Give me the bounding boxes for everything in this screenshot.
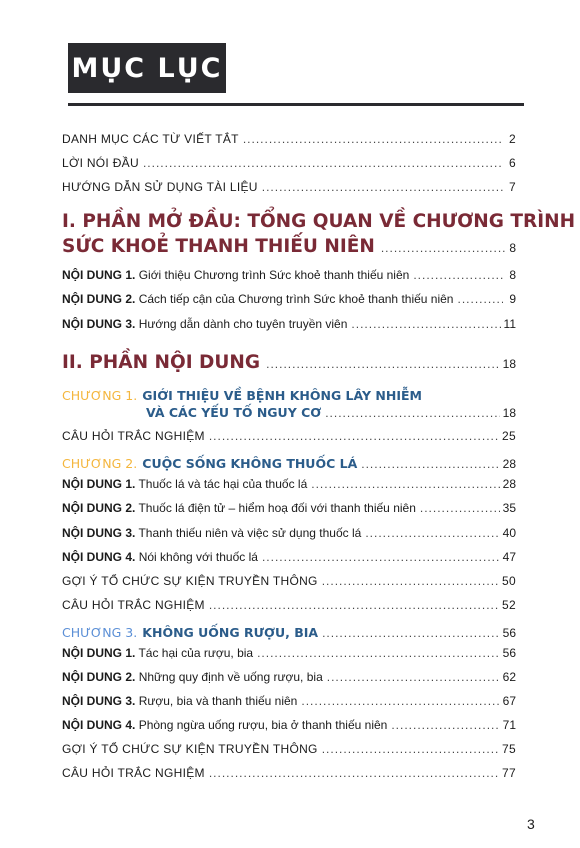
page-ref: 56 [502, 646, 516, 660]
toc-title-box [68, 43, 226, 93]
toc-entry[interactable]: NỘI DUNG 3. Hướng dẫn dành cho tuyên truyền viên ..... 11 [62, 317, 516, 331]
page-ref: 77 [502, 766, 516, 780]
toc-entry[interactable]: NỘI DUNG 4. Nói không với thuốc lá ..... 47 [62, 550, 516, 564]
dot-leader [143, 156, 503, 170]
dot-leader [209, 766, 499, 780]
chapter-3-heading[interactable]: CHƯƠNG 3. KHÔNG UỐNG RƯỢU, BIA ..... 56 [62, 622, 516, 641]
page-ref: 35 [502, 501, 516, 515]
page-ref: 28 [502, 477, 516, 491]
page-ref: 50 [502, 574, 516, 588]
page-ref: 18 [502, 357, 516, 371]
dot-leader [351, 317, 500, 331]
toc-entry[interactable]: LỜI NÓI ĐẦU ..... 6 [62, 156, 516, 170]
dot-leader [322, 742, 499, 756]
page-ref: 52 [502, 598, 516, 612]
title-divider [68, 103, 524, 106]
page-ref: 25 [502, 429, 516, 443]
toc-entry[interactable]: DANH MỤC CÁC TỪ VIẾT TẮT ..... 2 [62, 132, 516, 146]
dot-leader [327, 670, 500, 684]
page-ref: 71 [502, 718, 516, 732]
toc-entry[interactable]: HƯỚNG DẪN SỬ DỤNG TÀI LIỆU ..... 7 [62, 180, 516, 194]
dot-leader [420, 501, 500, 515]
page-ref: 9 [509, 292, 516, 306]
dot-leader [257, 646, 500, 660]
part-1-heading[interactable]: I. PHẦN MỞ ĐẦU: TỔNG QUAN VỀ CHƯƠNG TRÌNH [62, 211, 576, 232]
page-ref: 75 [502, 742, 516, 756]
dot-leader [243, 132, 503, 146]
page-number: 3 [527, 816, 535, 832]
page-ref: 6 [509, 156, 516, 170]
page-ref: 47 [502, 550, 516, 564]
dot-leader [391, 718, 499, 732]
page-ref: 7 [509, 180, 516, 194]
toc-entry[interactable]: CÂU HỎI TRẮC NGHIỆM ..... 52 [62, 598, 516, 612]
toc-entry[interactable]: GỢI Ý TỔ CHỨC SỰ KIỆN TRUYỀN THÔNG ..... 50 [62, 574, 516, 588]
page-ref: 18 [502, 406, 516, 420]
dot-leader [322, 626, 500, 640]
dot-leader [311, 477, 499, 491]
dot-leader [457, 292, 503, 306]
page-ref: 8 [509, 241, 516, 255]
chapter-1-heading[interactable]: CHƯƠNG 1. GIỚI THIỆU VỀ BỆNH KHÔNG LÂY NHIỄM [62, 388, 422, 403]
toc-entry[interactable]: NỘI DUNG 2. Những quy định về uống rượu, bia ..... 62 [62, 670, 516, 684]
dot-leader [209, 598, 499, 612]
page-ref: 11 [503, 317, 516, 331]
dot-leader [262, 550, 500, 564]
toc-entry[interactable]: NỘI DUNG 1. Giới thiệu Chương trình Sức khoẻ thanh thiếu niên ..... 8 [62, 268, 516, 282]
page-ref: 62 [502, 670, 516, 684]
page-ref: 8 [509, 268, 516, 282]
chapter-2-heading[interactable]: CHƯƠNG 2. CUỘC SỐNG KHÔNG THUỐC LÁ ..... 28 [62, 453, 516, 472]
dot-leader [322, 574, 499, 588]
dot-leader [301, 694, 499, 708]
dot-leader [262, 180, 503, 194]
part-2-heading[interactable]: II. PHẦN NỘI DUNG ..... 18 [62, 352, 516, 373]
toc-entry[interactable]: CÂU HỎI TRẮC NGHIỆM ..... 77 [62, 766, 516, 780]
dot-leader [361, 457, 499, 471]
dot-leader [381, 241, 506, 255]
toc-entry[interactable]: NỘI DUNG 2. Cách tiếp cận của Chương trình Sức khoẻ thanh thiếu niên ..... 9 [62, 292, 516, 306]
toc-entry[interactable]: NỘI DUNG 1. Thuốc lá và tác hại của thuốc lá ..... 28 [62, 477, 516, 491]
page-ref: 2 [509, 132, 516, 146]
page-ref: 28 [502, 457, 516, 471]
dot-leader [209, 429, 499, 443]
toc-entry[interactable]: NỘI DUNG 1. Tác hại của rượu, bia ..... 56 [62, 646, 516, 660]
page-ref: 40 [502, 526, 516, 540]
toc-entry[interactable]: NỘI DUNG 4. Phòng ngừa uống rượu, bia ở thanh thiếu niên ..... 71 [62, 718, 516, 732]
toc-title: MỤC LỤC [71, 52, 223, 84]
dot-leader [266, 357, 500, 371]
toc-entry[interactable]: CÂU HỎI TRẮC NGHIỆM ..... 25 [62, 429, 516, 443]
toc-entry[interactable]: NỘI DUNG 3. Rượu, bia và thanh thiếu niên ..... 67 [62, 694, 516, 708]
page-ref: 67 [502, 694, 516, 708]
toc-entry[interactable]: NỘI DUNG 2. Thuốc lá điện tử – hiểm hoạ đối với thanh thiếu niên ..... 35 [62, 501, 516, 515]
dot-leader [365, 526, 499, 540]
chapter-1-heading-line2[interactable]: VÀ CÁC YẾU TỐ NGUY CƠ ..... 18 [62, 405, 516, 420]
part-1-heading-line2[interactable]: SỨC KHOẺ THANH THIẾU NIÊN ..... 8 [62, 236, 516, 257]
toc-entry[interactable]: NỘI DUNG 3. Thanh thiếu niên và việc sử dụng thuốc lá ..... 40 [62, 526, 516, 540]
dot-leader [325, 406, 499, 420]
dot-leader [413, 268, 503, 282]
toc-entry[interactable]: GỢI Ý TỔ CHỨC SỰ KIỆN TRUYỀN THÔNG ..... 75 [62, 742, 516, 756]
page-ref: 56 [502, 626, 516, 640]
